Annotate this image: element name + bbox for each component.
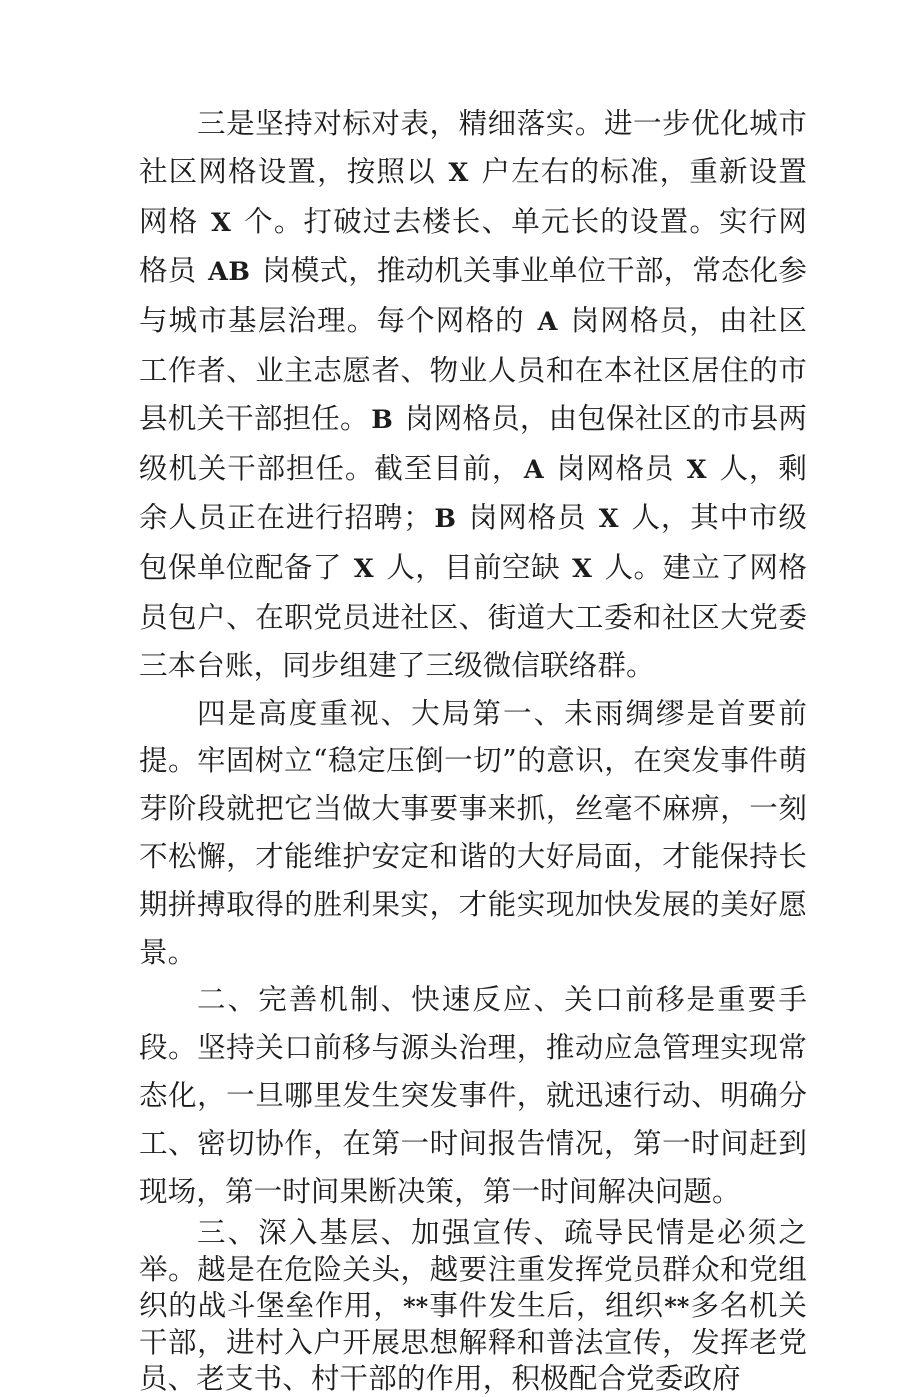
paragraph-text: 二、完善机制、快速反应、关口前移是重要手段。坚持关口前移与源头治理，推动应急管理实现常态化，一旦哪里发生突发事件，就迅速行动、明确分工、密切协作，在第一时间报告情况，第一时间赶到现场，第一时间果断决策，第一时间解决问题。 [139,983,807,1208]
latin-token: A [523,454,545,485]
latin-token: X [572,554,593,585]
latin-token: B [434,504,457,535]
paragraph-four-shi [139,690,807,977]
latin-token: B [371,404,394,435]
latin-token: AB [208,257,251,288]
latin-token: X [598,504,620,535]
latin-token: X [211,207,232,238]
paragraph-section-three [139,1215,807,1397]
paragraph-three-shi [139,100,807,690]
paragraph-text: 三是坚持对标对表，精细落实。进一步优化城市社区网格设置，按照以 X 户左右的标准，重新设置网格 X 个。打破过去楼长、单元长的设置。实行网格员 AB 岗模式，推动机关事业单位干部，常态化参与城市基层治理。每个网格的 A 岗网格员，由社区工作者、业主志愿者、物业人员和在本社区居住的市县机关干部担任。B 岗网格员，由包保社区的市县两级机关干部担任。截至目前，A 岗网格员 X 人，剩余人员正在进行招聘；B 岗网格员 X 人，其中市级包保单位配备了 X 人，目前空缺 X 人。建立了网格员包户、在职党员进社区、街道大工委和社区大党委三本台账，同步组建了三级微信联络群。 [139,107,808,682]
latin-token: X [448,157,469,188]
text-column [139,100,807,1397]
latin-token: X [686,454,708,485]
latin-token: A [537,307,558,338]
paragraph-section-two [139,976,807,1215]
redaction-mark: ** [664,1291,690,1321]
paragraph-text: 四是高度重视、大局第一、未雨绸缪是首要前提。牢固树立“稳定压倒一切”的意识，在突发事件萌芽阶段就把它当做大事要事来抓，丝毫不麻痹，一刻不松懈，才能维护安定和谐的大好局面，才能保持长期拼搏取得的胜利果实，才能实现加快发展的美好愿景。 [139,696,807,969]
latin-token: X [353,554,375,585]
redaction-mark: ** [403,1291,429,1321]
paragraph-text: 三、深入基层、加强宣传、疏导民情是必须之举。越是在危险关头，越要注重发挥党员群众和党组织的战斗堡垒作用，**事件发生后，组织**多名机关干部，进村入户开展思想解释和普法宣传，发挥老党员、老支书、村干部的作用，积极配合党委政府 [139,1216,807,1396]
